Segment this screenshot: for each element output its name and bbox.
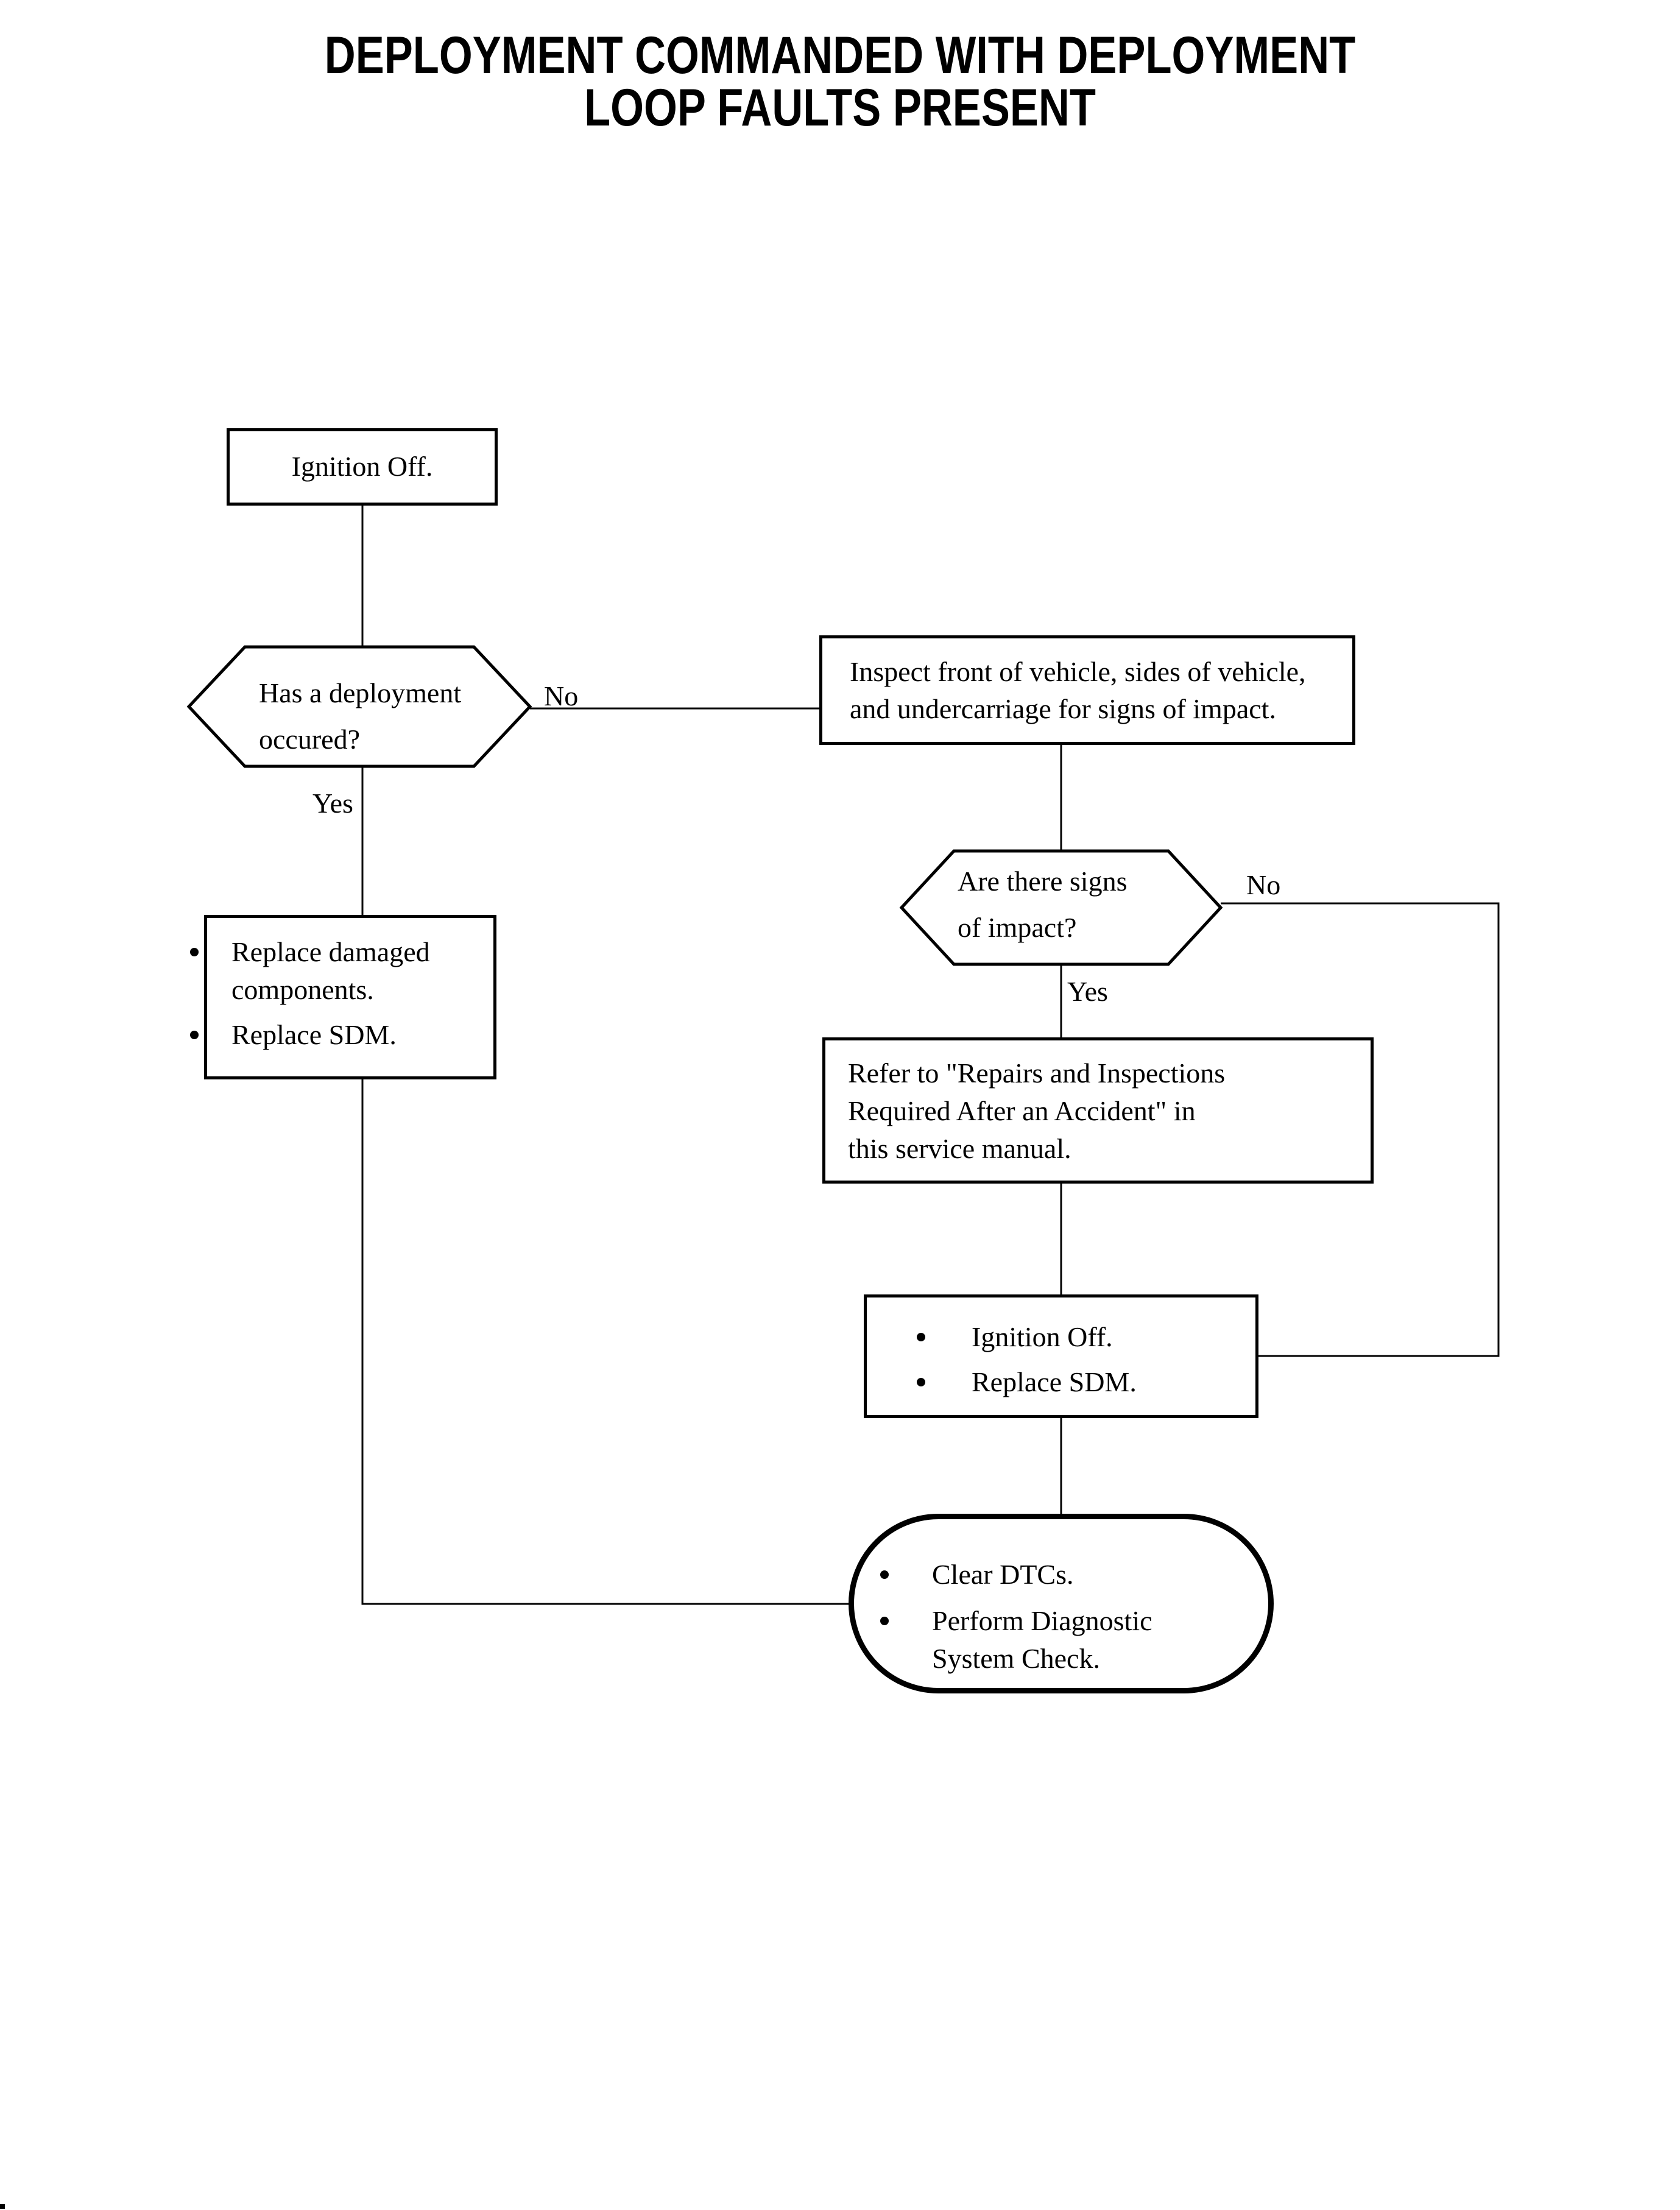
page-title-line2: LOOP FAULTS PRESENT xyxy=(584,79,1096,137)
refer-manual-line3: this service manual. xyxy=(848,1133,1071,1164)
deployment-decision-text xyxy=(259,670,461,763)
bullet-text: Ignition Off. xyxy=(972,1321,1113,1352)
deployment-decision-line2: occured? xyxy=(259,724,360,755)
scan-edge-artifact xyxy=(0,2204,5,2209)
bullet-item xyxy=(190,933,430,1009)
bullet-icon xyxy=(917,1333,925,1341)
page-title-line1: DEPLOYMENT COMMANDED WITH DEPLOYMENT xyxy=(324,26,1356,85)
bullet-item xyxy=(190,1016,397,1054)
impact-decision-line1: Are there signs xyxy=(958,866,1128,897)
bullet-item xyxy=(880,1556,1074,1594)
diagnostic-check-line1: Perform Diagnostic xyxy=(932,1605,1152,1636)
refer-manual-text xyxy=(848,1054,1225,1168)
diagnostic-check-line2: System Check. xyxy=(932,1643,1100,1674)
edge-replace-to-diagnostic-check xyxy=(362,1079,851,1604)
edge-label-impact-no: No xyxy=(1246,869,1281,900)
bullet-icon xyxy=(190,1031,199,1039)
bullet-text xyxy=(932,1602,1152,1678)
bullet-item xyxy=(917,1318,1113,1356)
edge-label-deployment-yes: Yes xyxy=(312,788,353,819)
bullet-icon xyxy=(880,1570,889,1579)
inspect-vehicle-line2: and undercarriage for signs of impact. xyxy=(850,693,1276,724)
bullet-icon xyxy=(880,1617,889,1625)
inspect-vehicle-text xyxy=(850,653,1306,727)
inspect-vehicle-line1: Inspect front of vehicle, sides of vehicle, xyxy=(850,656,1306,687)
bullet-text: Replace SDM. xyxy=(972,1366,1137,1397)
refer-manual-line2: Required After an Accident" in xyxy=(848,1095,1196,1126)
bullet-text xyxy=(231,933,430,1009)
bullet-icon xyxy=(190,948,199,956)
bullet-text: Clear DTCs. xyxy=(932,1559,1074,1590)
bullet-item xyxy=(880,1602,1152,1678)
edge-label-impact-yes: Yes xyxy=(1067,976,1108,1007)
bullet-item xyxy=(917,1363,1137,1401)
bullet-text: Replace SDM. xyxy=(231,1019,397,1050)
deployment-decision-line1: Has a deployment xyxy=(259,677,462,708)
replace-damaged-line2: components. xyxy=(231,974,374,1005)
ignition-off-text: Ignition Off. xyxy=(291,451,433,482)
bullet-icon xyxy=(917,1378,925,1386)
impact-decision-text xyxy=(958,858,1127,951)
impact-decision-line2: of impact? xyxy=(958,912,1077,943)
refer-manual-line1: Refer to "Repairs and Inspections xyxy=(848,1057,1226,1089)
replace-damaged-line1: Replace damaged xyxy=(231,936,430,967)
edge-label-deployment-no: No xyxy=(544,680,579,711)
